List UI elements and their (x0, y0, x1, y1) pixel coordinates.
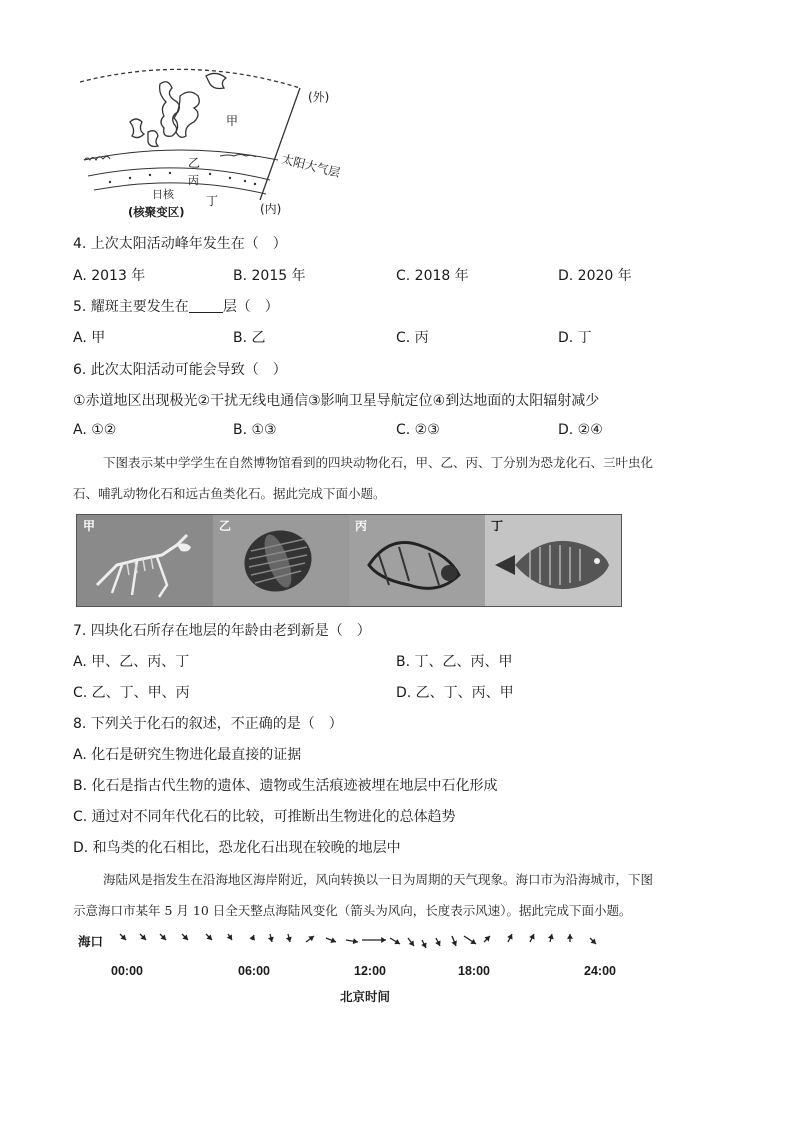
q6-option-a[interactable]: A. ①② (73, 422, 117, 438)
wind-arrows (110, 926, 610, 956)
wind-arrow-head (409, 940, 414, 946)
q6-option-c[interactable]: C. ②③ (396, 422, 440, 438)
time-label-1200: 12:00 (354, 964, 386, 978)
label-yi: 乙 (188, 156, 201, 170)
label-outer: (外) (308, 90, 330, 104)
wind-arrow-head (308, 936, 314, 941)
q8-option-d[interactable]: D. 和鸟类的化石相比，恐龙化石出现在较晚的地层中 (73, 840, 401, 856)
wind-arrow-head (381, 937, 386, 943)
q4-option-b[interactable]: B. 2015 年 (233, 268, 306, 284)
wind-intro-line1: 海陆风是指发生在沿海地区海岸附近，风向转换以一日为周期的天气现象。海口市为沿海城市，下图 (103, 872, 654, 887)
q8-option-c[interactable]: C. 通过对不同年代化石的比较，可推断出生物进化的总体趋势 (73, 809, 456, 825)
fossil-label-yi: 乙 (219, 519, 232, 533)
label-bing: 丙 (188, 174, 199, 187)
q8-option-a[interactable]: A. 化石是研究生物进化最直接的证据 (73, 747, 302, 763)
wind-arrow-head (286, 937, 292, 942)
q4-stem: 4. 上次太阳活动峰年发生在（ ） (73, 236, 287, 252)
q5-option-a[interactable]: A. 甲 (73, 330, 106, 346)
wind-city-label: 海口 (78, 934, 104, 949)
fossil-bing-mammal (349, 515, 485, 606)
q5-option-c[interactable]: C. 丙 (396, 330, 429, 346)
q5-stem-before: 5. 耀斑主要发生在 (73, 299, 189, 315)
label-core-region: (核聚变区) (128, 205, 185, 219)
trilobite-icon (213, 515, 343, 606)
wind-arrow-head (567, 934, 573, 939)
q7-option-b[interactable]: B. 丁、乙、丙、甲 (396, 654, 513, 670)
q5-blank (189, 298, 223, 313)
fossil-label-jia: 甲 (83, 519, 96, 533)
q8-stem: 8. 下列关于化石的叙述，不正确的是（ ） (73, 716, 343, 732)
fossil-image-strip (76, 514, 622, 607)
fossil-jia-dinosaur (77, 515, 213, 606)
sun-structure-diagram (70, 62, 360, 222)
q7-stem: 7. 四块化石所存在地层的年龄由老到新是（ ） (73, 623, 371, 639)
label-core: 日核 (152, 188, 174, 201)
label-atmosphere: 太阳大气层 (280, 151, 342, 181)
q6-statements: ①赤道地区出现极光②干扰无线电通信③影响卫星导航定位④到达地面的太阳辐射减少 (73, 393, 600, 409)
label-inner: (内) (260, 202, 282, 216)
fish-fossil-icon (485, 515, 621, 606)
fossil-yi-trilobite (213, 515, 349, 606)
q5-stem-after: 层（ ） (222, 299, 279, 315)
label-jia: 甲 (226, 114, 239, 128)
q7-option-c[interactable]: C. 乙、丁、甲、丙 (73, 685, 190, 701)
q5-stem (73, 296, 279, 316)
q6-option-b[interactable]: B. ①③ (233, 422, 277, 438)
fossil-label-ding: 丁 (491, 519, 504, 533)
label-ding: 丁 (206, 194, 219, 208)
dinosaur-skeleton-icon (77, 515, 207, 606)
q4-option-c[interactable]: C. 2018 年 (396, 268, 469, 284)
q4-option-a[interactable]: A. 2013 年 (73, 268, 146, 284)
q6-option-d[interactable]: D. ②④ (558, 422, 603, 438)
q4-option-d[interactable]: D. 2020 年 (558, 268, 632, 284)
time-label-0000: 00:00 (111, 964, 143, 978)
q7-option-a[interactable]: A. 甲、乙、丙、丁 (73, 654, 190, 670)
fossil-intro-line1: 下图表示某中学学生在自然博物馆看到的四块动物化石，甲、乙、丙、丁分别为恐龙化石、三叶虫化 (103, 455, 654, 470)
wind-xlabel: 北京时间 (340, 989, 391, 1004)
wind-arrow-head (548, 934, 554, 939)
time-label-2400: 24:00 (584, 964, 616, 978)
time-label-1800: 18:00 (458, 964, 490, 978)
q7-option-d[interactable]: D. 乙、丁、丙、甲 (396, 685, 514, 701)
fossil-ding-fish (485, 515, 621, 606)
mammal-skeleton-icon (349, 515, 479, 606)
wind-arrow-head (268, 937, 274, 942)
q5-option-b[interactable]: B. 乙 (233, 330, 266, 346)
wind-intro-line2: 示意海口市某年 5 月 10 日全天整点海陆风变化（箭头为风向，长度表示风速）。据此完成下面小题。 (73, 903, 632, 918)
time-label-0600: 06:00 (238, 964, 270, 978)
fossil-intro-line2: 石、哺乳动物化石和远古鱼类化石。据此完成下面小题。 (73, 486, 386, 501)
q8-option-b[interactable]: B. 化石是指古代生物的遗体、遗物或生活痕迹被埋在地层中石化形成 (73, 778, 498, 794)
q6-stem: 6. 此次太阳活动可能会导致（ ） (73, 362, 287, 378)
fossil-label-bing: 丙 (355, 519, 368, 533)
q5-option-d[interactable]: D. 丁 (558, 330, 592, 346)
